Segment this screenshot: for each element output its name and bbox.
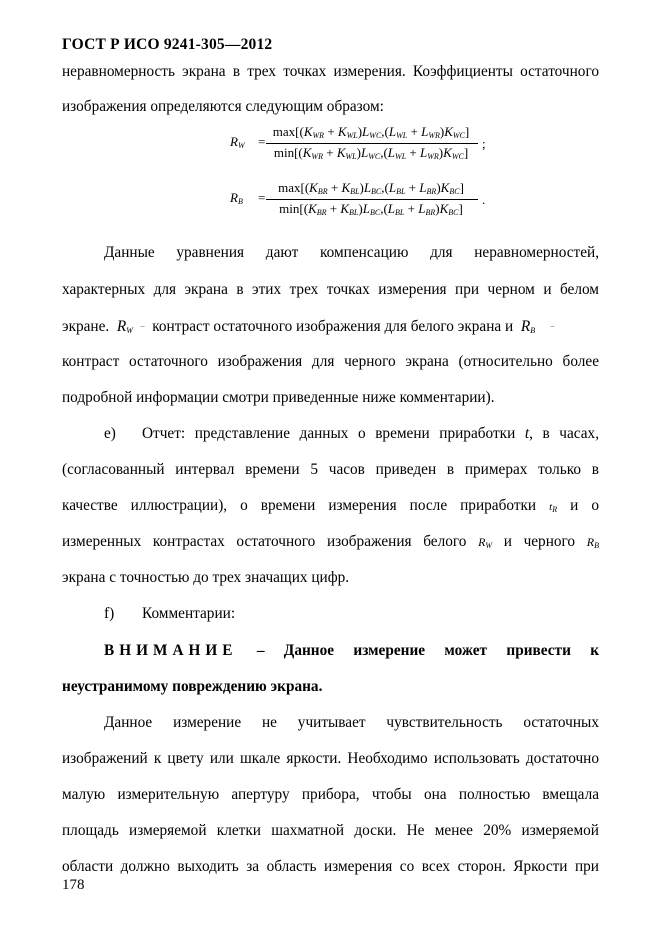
paragraph2-line-1: Данное измерение не учитывает чувствительность остаточных (104, 714, 599, 731)
paragraph1-line-5: подробной информации смотри приведенные ниже комментарии). (62, 389, 495, 406)
paragraph1-line-1: Данные уравнения дают компенсацию для неравномерностей, (104, 244, 600, 261)
formula-rw-denominator: $\min[(K_{WR} + K_{WL})L_{WC},(L_{WL} + L_{WR})K_{WC}]$ (273, 145, 469, 161)
intro-line-1: неравномерность экрана в трех точках измерения. Коэффициенты остаточного (62, 63, 599, 80)
formula-rb (210, 180, 510, 226)
paragraph2-line-2: изображений к цвету или шкале яркости. Необходимо использовать достаточно (62, 750, 599, 767)
item-e-marker: e) (104, 425, 116, 442)
paragraph2-line-4: площадь измеряемой клетки шахматной доски. Не менее 20% измеряемой (62, 822, 599, 839)
formula-rb-bar (266, 199, 478, 200)
formula-rb-lhs: $R_B$ (230, 190, 243, 206)
item-e-line-1: Отчет: представление данных о времени приработки t, в часах, (142, 425, 600, 442)
formula-rw-equals: = (258, 134, 266, 149)
paragraph2-line-3: малую измерительную апертуру прибора, чтобы она полностью вмещала (62, 786, 599, 803)
formula-rb-numerator: $\max[(K_{BR} + K_{BL})L_{BC},(L_{BL} + L_{BR})K_{BC}]$ (278, 180, 464, 196)
formula-rb-denominator: $\min[(K_{BR} + K_{BL})L_{BC},(L_{BL} + L_{BR})K_{BC}]$ (279, 201, 463, 217)
formula-rw-lhs: $R_W$ (230, 134, 245, 150)
paragraph1-line-4: контраст остаточного изображения для черного экрана (относительно более (62, 353, 599, 370)
warning-line-2: неустранимому повреждению экрана. (62, 678, 323, 695)
item-f-marker: f) (104, 605, 115, 622)
paragraph1-line-2: характерных для экрана в этих трех точках измерения при черном и белом (62, 281, 599, 298)
formula-rw-bar (266, 143, 478, 144)
item-f-label: Комментарии: (142, 605, 236, 622)
page-number: 178 (62, 877, 85, 893)
document-header: ГОСТ Р ИСО 9241-305—2012 (62, 36, 273, 53)
item-e-line-4: измеренных контрастах остаточного изображения белого $R_W$ и черного $R_B$ (62, 533, 599, 550)
formula-rw-punct: ; (482, 136, 486, 151)
item-e-line-2: (согласованный интервал времени 5 часов приведен в примерах только в (62, 461, 599, 478)
formula-rw (210, 124, 510, 170)
item-e-line-3: качестве иллюстрации), о времени измерения после приработки $t_R$ и о (62, 497, 599, 514)
intro-line-2: изображения определяются следующим образом: (62, 98, 384, 115)
formula-rb-punct: . (482, 192, 486, 207)
item-e-line-5: экрана с точностью до трех значащих цифр. (62, 569, 350, 586)
formula-rb-equals: = (258, 190, 266, 205)
formula-rw-numerator: $\max[(K_{WR} + K_{WL})L_{WC},(L_{WL} + L_{WR})K_{WC}]$ (272, 124, 470, 140)
paragraph2-line-5: области должно выходить за область измерения со всех сторон. Яркости при (62, 858, 599, 875)
warning-line-1: ВНИМАНИЕ – Данное измерение может привести к (104, 642, 600, 659)
paragraph1-line-3: экране. $R_W$ – контраст остаточного изображения для белого экрана и $R_B$ – (62, 318, 555, 335)
